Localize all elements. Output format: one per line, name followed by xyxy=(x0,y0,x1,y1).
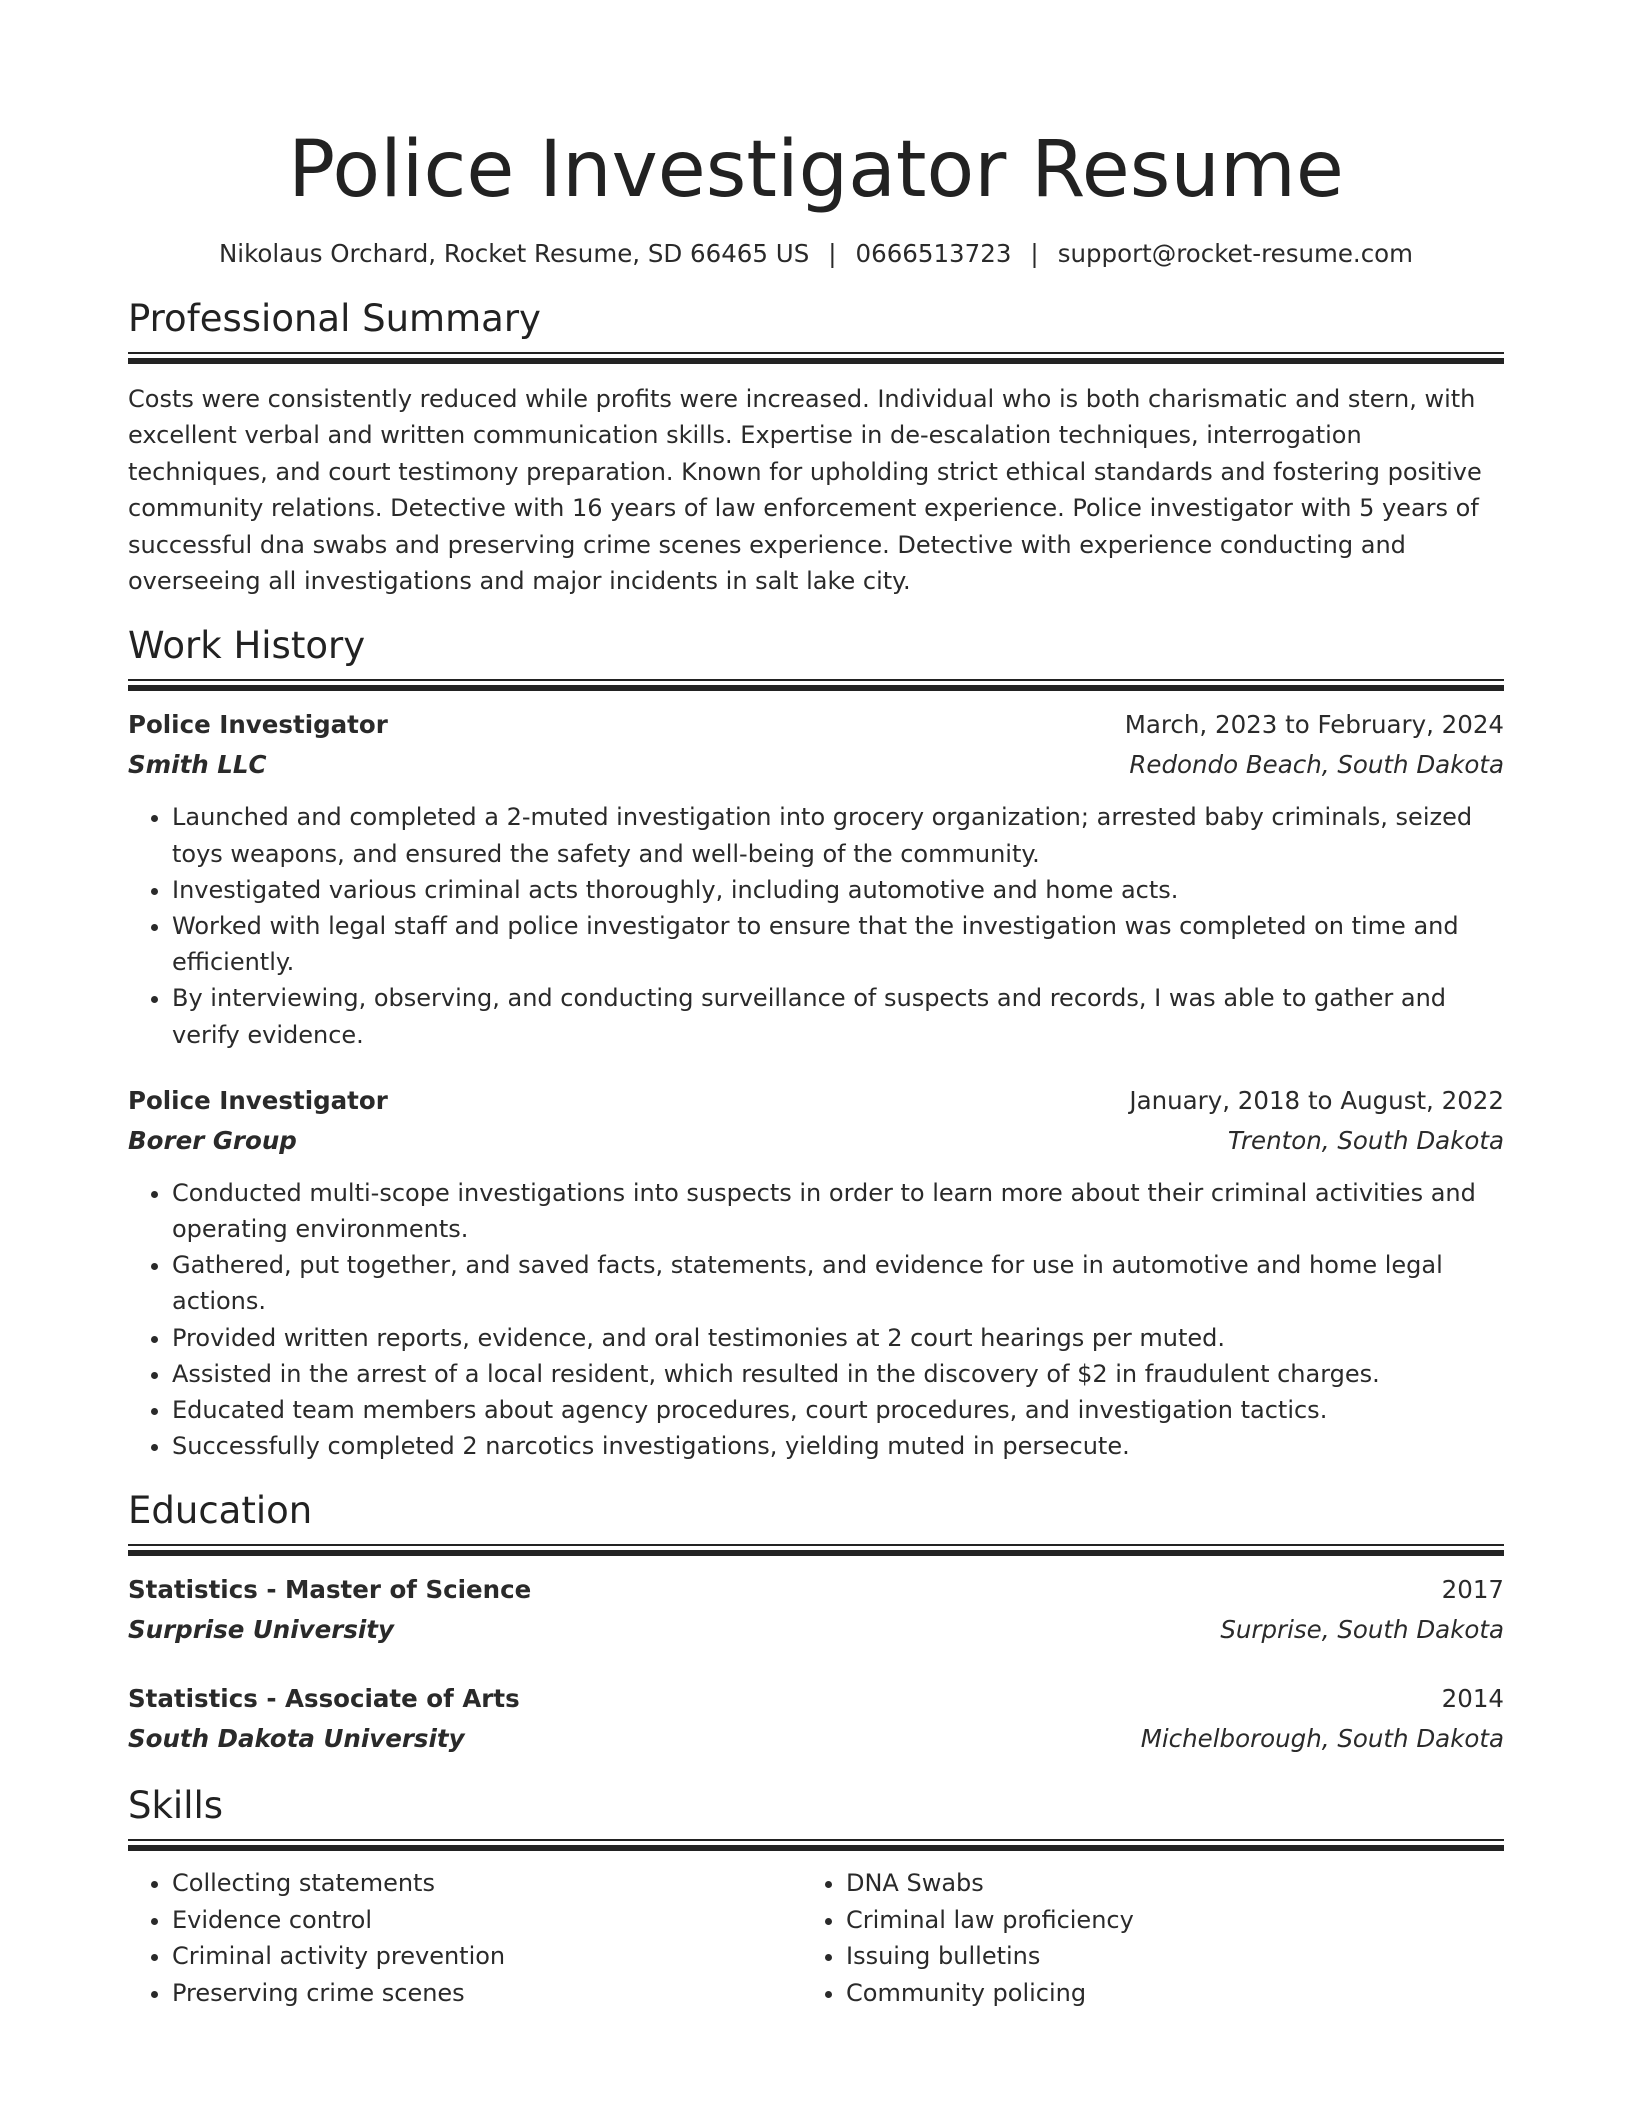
skill-item: • Preserving crime scenes xyxy=(172,1975,802,2011)
section-divider xyxy=(128,1839,1504,1851)
skills-list-left xyxy=(128,1865,802,2011)
skill-item: • Collecting statements xyxy=(172,1865,802,1901)
job-location: Redondo Beach, South Dakota xyxy=(1129,750,1504,780)
education-location: Michelborough, South Dakota xyxy=(1140,1724,1504,1754)
list-item: • Successfully completed 2 narcotics investigations, yielding muted in persecute. xyxy=(172,1428,1504,1464)
section-title-education: Education xyxy=(128,1489,313,1533)
section-title-summary: Professional Summary xyxy=(128,297,541,340)
resume-title: Police Investigator Resume xyxy=(288,125,1344,215)
education-year: 2014 xyxy=(1441,1684,1504,1714)
job-entry xyxy=(128,705,1504,1052)
list-item: • Provided written reports, evidence, and oral testimonies at 2 court hearings per muted. xyxy=(172,1320,1504,1356)
job-bullets xyxy=(128,1175,1504,1465)
education-school: South Dakota University xyxy=(128,1724,465,1754)
skill-item: • DNA Swabs xyxy=(846,1865,1476,1901)
education-subheader xyxy=(128,1610,1504,1650)
education-header xyxy=(128,1570,1504,1610)
education-year: 2017 xyxy=(1441,1575,1504,1605)
contact-phone: 0666513723 xyxy=(855,239,1012,268)
list-item: • By interviewing, observing, and conducting surveillance of suspects and records, I was able to gather and verify evidence. xyxy=(172,980,1504,1052)
list-item: • Launched and completed a 2-muted investigation into grocery organization; arrested baby criminals, seized toys weapons, and ensured the safety and well-being of the community. xyxy=(172,799,1504,871)
skill-item: • Issuing bulletins xyxy=(846,1938,1476,1974)
job-location: Trenton, South Dakota xyxy=(1227,1125,1504,1155)
section-divider xyxy=(128,352,1504,364)
summary-text: Costs were consistently reduced while profits were increased. Individual who is both charismatic and stern, with excellent verbal and written communication skills. Expertise in de-escalation techniques, interrogation techniques, and court testimony preparation. Known for upholding strict ethical standards and fostering positive community relations. Detective with 16 years of law enforcement experience. Police investigator with 5 years of successful dna swabs and preserving crime scenes experience. Detective with experience conducting and overseeing all investigations and major incidents in salt lake city. xyxy=(128,385,1482,596)
work-history-section xyxy=(128,621,1504,1464)
education-degree: Statistics - Associate of Arts xyxy=(128,1684,520,1714)
list-item: • Worked with legal staff and police investigator to ensure that the investigation was completed on time and efficiently. xyxy=(172,908,1504,980)
education-section xyxy=(128,1486,1504,1759)
list-item: • Educated team members about agency procedures, court procedures, and investigation tactics. xyxy=(172,1392,1504,1428)
summary-section xyxy=(128,294,1504,599)
skills-section xyxy=(128,1781,1504,2011)
job-header xyxy=(128,1081,1504,1121)
skill-item: • Evidence control xyxy=(172,1902,802,1938)
skill-item: • Community policing xyxy=(846,1975,1476,2011)
contact-email: support@rocket-resume.com xyxy=(1057,239,1414,268)
skill-item: • Criminal law proficiency xyxy=(846,1902,1476,1938)
section-divider xyxy=(128,1544,1504,1556)
job-entry xyxy=(128,1081,1504,1465)
contact-separator: | xyxy=(828,239,837,268)
job-header xyxy=(128,705,1504,745)
education-degree: Statistics - Master of Science xyxy=(128,1575,532,1605)
list-item: • Conducted multi-scope investigations into suspects in order to learn more about their criminal activities and operating environments. xyxy=(172,1175,1504,1247)
education-school: Surprise University xyxy=(128,1615,394,1645)
job-title: Police Investigator xyxy=(128,710,388,740)
job-dates: March, 2023 to February, 2024 xyxy=(1124,710,1504,740)
job-subheader xyxy=(128,1121,1504,1161)
education-entry xyxy=(128,1679,1504,1759)
skill-item: • Criminal activity prevention xyxy=(172,1938,802,1974)
job-dates: January, 2018 to August, 2022 xyxy=(1129,1085,1504,1115)
list-item: • Investigated various criminal acts thoroughly, including automotive and home acts. xyxy=(172,872,1504,908)
list-item: • Gathered, put together, and saved facts, statements, and evidence for use in automotive and home legal actions. xyxy=(172,1247,1504,1319)
education-subheader xyxy=(128,1719,1504,1759)
job-subheader xyxy=(128,745,1504,785)
job-company: Smith LLC xyxy=(128,750,267,780)
section-title-work-history: Work History xyxy=(128,624,366,668)
job-title: Police Investigator xyxy=(128,1085,388,1115)
education-header xyxy=(128,1679,1504,1719)
section-divider xyxy=(128,679,1504,691)
section-title-skills: Skills xyxy=(128,1784,224,1828)
list-item: • Assisted in the arrest of a local resident, which resulted in the discovery of $2 in fraudulent charges. xyxy=(172,1356,1504,1392)
job-bullets xyxy=(128,799,1504,1052)
contact-separator: | xyxy=(1030,239,1039,268)
contact-line xyxy=(128,236,1504,272)
job-company: Borer Group xyxy=(128,1125,297,1155)
education-entry xyxy=(128,1570,1504,1650)
skills-list-right xyxy=(802,1865,1476,2011)
contact-address: Nikolaus Orchard, Rocket Resume, SD 66465 US xyxy=(218,239,810,268)
skills-columns xyxy=(128,1865,1504,2011)
education-location: Surprise, South Dakota xyxy=(1220,1615,1504,1645)
